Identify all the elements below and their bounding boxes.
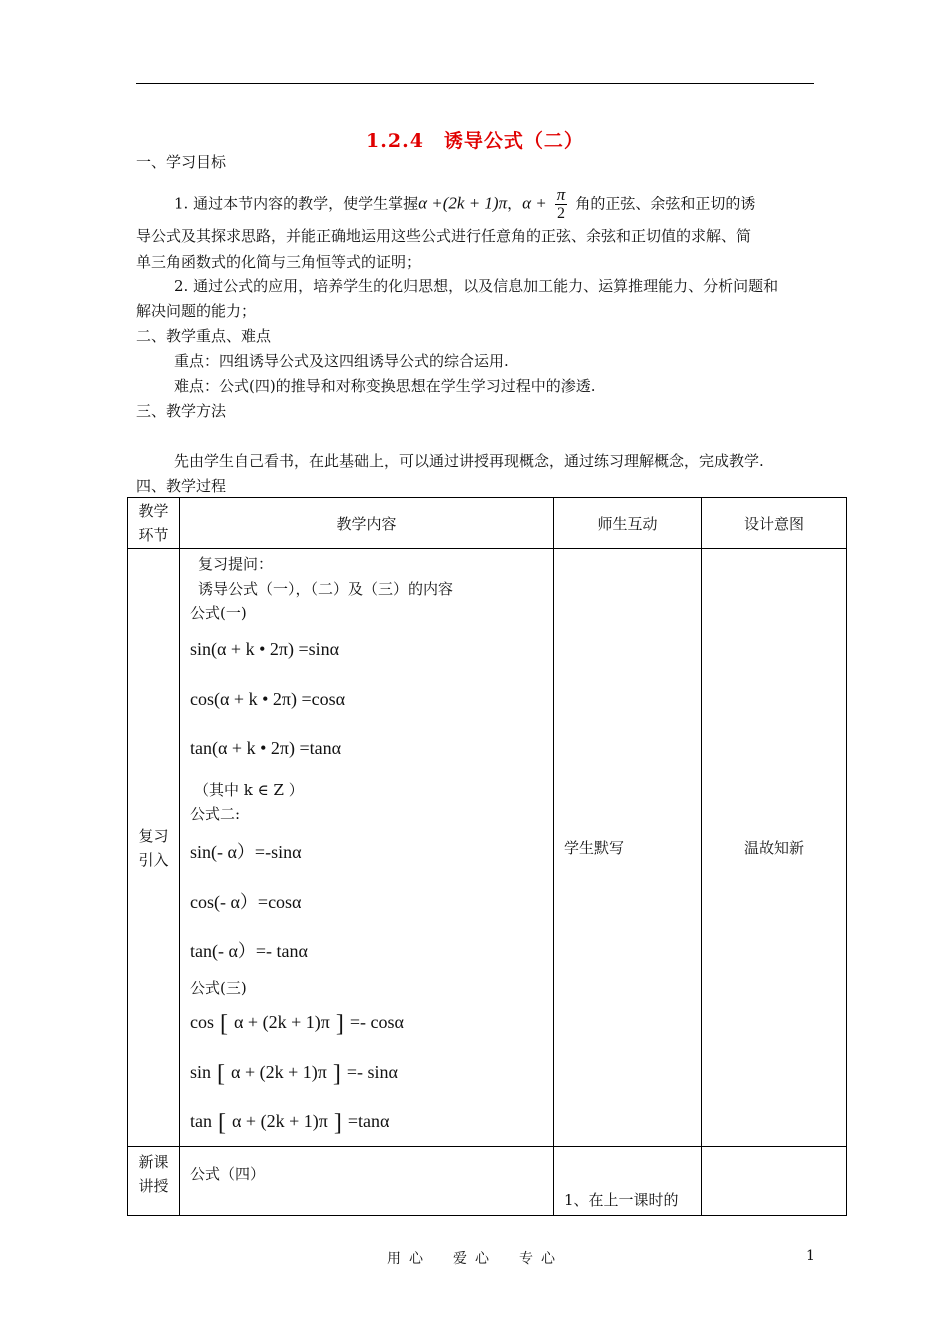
formula-1-eq-3: tan(α + k • 2π) =tanα [190, 738, 342, 758]
objective-1-line-3: 单三角函数式的化简与三角恒等式的证明； [136, 253, 422, 271]
header-interaction: 师生互动 [554, 498, 702, 549]
formula-2-title: 公式二: [190, 805, 241, 823]
row2-stage: 新课讲授 [128, 1147, 180, 1216]
objective-1-line-2: 导公式及其探求思路，并能正确地运用这些公式进行任意角的正弦、余弦和正切值的求解、简 [136, 227, 752, 245]
formula-1-title: 公式(一) [190, 604, 247, 622]
objective-1-text-b: 角的正弦、余弦和正切的诱 [575, 194, 756, 213]
objective-1-math-2: α + [522, 193, 547, 213]
header-rule [136, 83, 814, 84]
objective-2-line-2: 解决问题的能力； [136, 302, 257, 320]
objective-2-line-1: 2. 通过公式的应用，培养学生的化归思想，以及信息加工能力、运算推理能力、分析问题和 [174, 277, 779, 295]
table-header-row [128, 498, 847, 549]
section-3-heading: 三、教学方法 [136, 402, 227, 420]
row2-interaction: 1、在上一课时的 [554, 1147, 702, 1216]
document-title: 1.2.4 诱导公式（二） [366, 130, 584, 152]
formula-3-eq-1: cos [ α + (2k + 1)π ] =- cosα [190, 1011, 404, 1037]
section-2-heading: 二、教学重点、难点 [136, 327, 272, 345]
formula-2-eq-1: sin(- α）=-sinα [190, 842, 302, 862]
row1-content [180, 549, 554, 1147]
objective-1-text-a: 1. 通过本节内容的教学，使学生掌握 [174, 194, 419, 213]
formula-1-eq-1: sin(α + k • 2π) =sinα [190, 639, 340, 659]
section-4-heading: 四、教学过程 [136, 477, 227, 495]
row1-intent: 温故知新 [702, 549, 847, 1147]
row2-content: 公式（四） [180, 1147, 554, 1216]
row1-interaction: 学生默写 [554, 549, 702, 1147]
formula-1-eq-2: cos(α + k • 2π) =cosα [190, 689, 346, 709]
formula-3-title: 公式(三) [190, 979, 247, 997]
review-question-detail: 诱导公式（一），（二）及（三）的内容 [198, 580, 454, 598]
teaching-process-table [127, 497, 847, 1216]
difficult-point: 难点：公式(四)的推导和对称变换思想在学生学习过程中的渗透. [174, 377, 596, 395]
footer-text: 用心 爱心 专心 [387, 1251, 563, 1267]
page-number: 1 [806, 1248, 815, 1264]
key-point: 重点：四组诱导公式及这四组诱导公式的综合运用. [174, 352, 509, 370]
teaching-method-text: 先由学生自己看书，在此基础上，可以通过讲授再现概念，通过练习理解概念，完成教学. [174, 452, 764, 470]
objective-1-line-1 [136, 186, 854, 223]
objective-1-comma: ， [507, 194, 523, 213]
fraction-denominator: 2 [557, 205, 566, 222]
header-stage: 教学环节 [128, 498, 180, 549]
section-1-heading: 一、学习目标 [136, 153, 227, 171]
formula-2-eq-3: tan(- α）=- tanα [190, 941, 308, 961]
header-content: 教学内容 [180, 498, 554, 549]
header-intent: 设计意图 [702, 498, 847, 549]
objective-1-math-1: α +(2k + 1)π [418, 193, 508, 213]
table-row [128, 1147, 847, 1216]
table-row [128, 549, 847, 1147]
formula-3-eq-2: sin [ α + (2k + 1)π ] =- sinα [190, 1061, 398, 1087]
row2-intent [702, 1147, 847, 1216]
fraction-numerator: π [556, 185, 566, 204]
formula-3-eq-3: tan [ α + (2k + 1)π ] =tanα [190, 1110, 390, 1136]
formula-2-eq-2: cos(- α）=cosα [190, 892, 302, 912]
formula-1-note: （其中 k ∈ Z ） [194, 781, 304, 799]
row1-stage: 复习引入 [128, 549, 180, 1147]
review-question: 复习提问： [198, 555, 274, 573]
pi-over-2-fraction [555, 186, 568, 223]
